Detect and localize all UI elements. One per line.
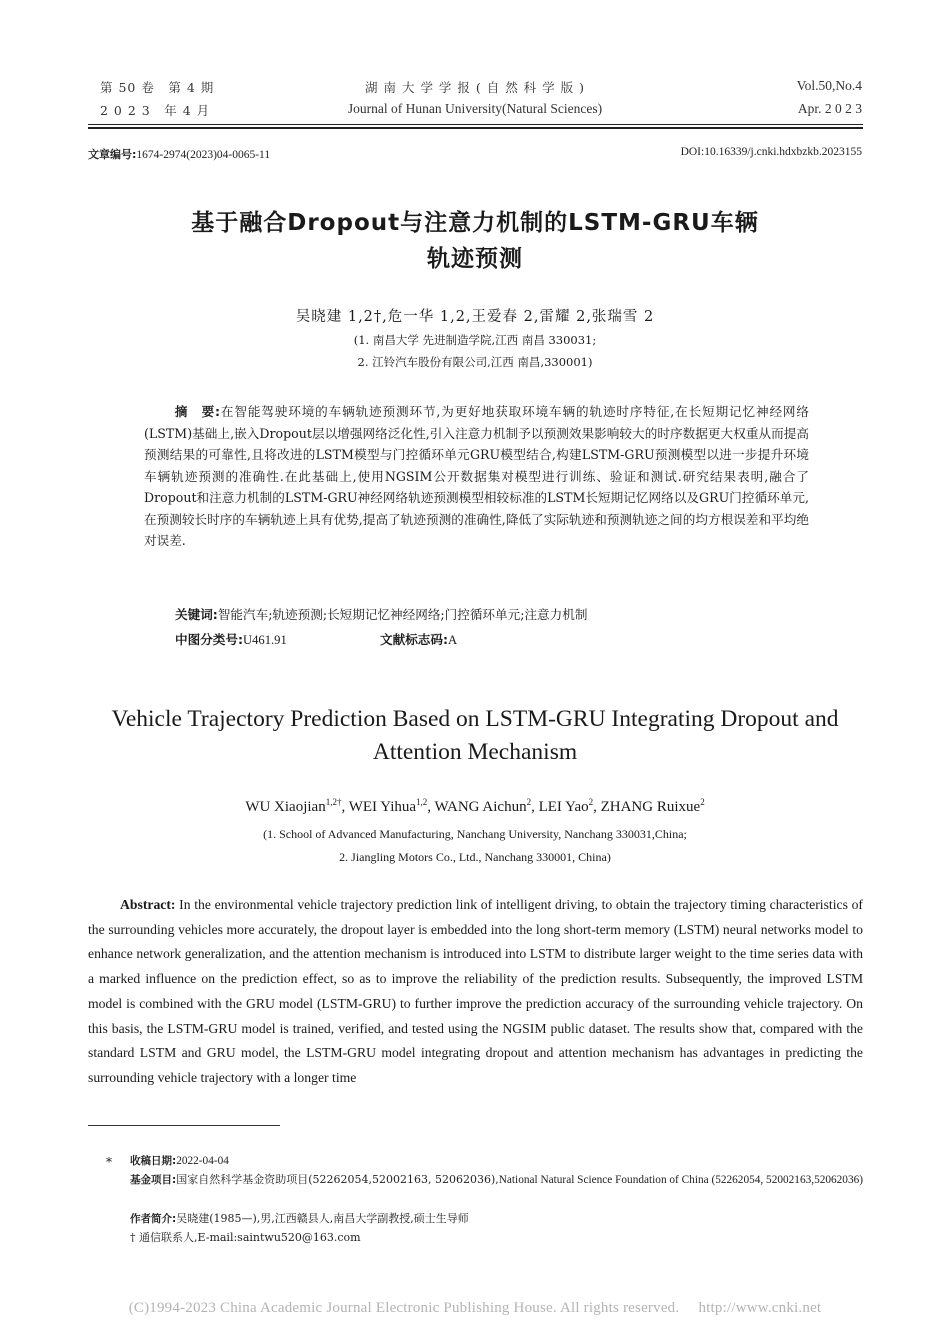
title-en-line2: Attention Mechanism <box>372 739 578 765</box>
author-en: WANG Aichun$^2$, <box>434 797 539 815</box>
article-number: 文章编号:1674-2974(2023)04-0065-11 <box>88 148 271 161</box>
authors-en <box>0 797 950 816</box>
footnote-contact: † 通信联系人,E-mail:saintwu520@163.com <box>130 1231 361 1244</box>
footnote-fund: 基金项目:国家自然科学基金资助项目(52262054,52002163, 52062036),National Natural Science Foundation of China (52262054, 52002163,52062036) <box>130 1173 864 1186</box>
footnote-rule <box>88 1125 280 1126</box>
copyright-footer: (C)1994-2023 China Academic Journal Electronic Publishing House. All rights reserved. http://www.cnki.net <box>128 1300 822 1316</box>
header-volume-cn: 第 50 卷 第 4 期 <box>100 80 215 95</box>
title-en-line1: Vehicle Trajectory Prediction Based on LSTM-GRU Integrating Dropout and <box>111 706 839 732</box>
header-rule-thin <box>88 124 863 125</box>
footnote-received: 收稿日期:2022-04-04 <box>130 1155 229 1167</box>
author-en: LEI Yao$^2$, <box>538 797 601 815</box>
keywords-cn: 关键词:智能汽车;轨迹预测;长短期记忆神经网络;门控循环单元;注意力机制 <box>175 607 588 622</box>
clc-number: 中图分类号:U461.91 <box>175 632 287 647</box>
author-en: WU Xiaojian$^{1,2\dagger}$, <box>245 797 349 815</box>
abstract-cn <box>144 401 809 552</box>
footnote-author: 作者简介:吴晓建(1985—),男,江西赣县人,南昌大学副教授,硕士生导师 <box>130 1212 469 1225</box>
title-cn-line2: 轨迹预测 <box>427 246 523 272</box>
footnote-star: * <box>106 1155 112 1169</box>
author-en: ZHANG Ruixue$^2$ <box>600 797 705 815</box>
header-date-cn: 2 0 2 3 年 4 月 <box>100 103 211 118</box>
affiliation-en-1: (1. School of Advanced Manufacturing, Nanchang University, Nanchang 330031,China; <box>263 827 687 841</box>
affiliation-en-2: 2. Jiangling Motors Co., Ltd., Nanchang 330001, China) <box>339 850 611 864</box>
header-journal-cn: 湖 南 大 学 学 报 ( 自 然 科 学 版 ) <box>365 80 585 95</box>
abstract-en-text: In the environmental vehicle trajectory prediction link of intelligent driving, to obtain the trajectory timing characteristics of the surrounding vehicles more accurately, the dropout layer is embedded into the long short-term memory (LSTM) neural networks model to enhance network generalization, and the attention mechanism is introduced into LSTM to distribute larger weight to the time series data with a marked influence on the prediction effect, so as to improve the reliability of the prediction results. Subsequently, the improved LSTM model is combined with the GRU model (LSTM-GRU) to further improve the prediction accuracy of the surrounding vehicle trajectory. On this basis, the LSTM-GRU model is trained, verified, and tested using the NGSIM public dataset. The results show that, compared with the standard LSTM and GRU model, the LSTM-GRU model integrating dropout and attention mechanism has advantages in predicting the surrounding vehicle trajectory with a longer time <box>88 897 863 1085</box>
document-code: 文献标志码:A <box>380 632 458 647</box>
header-journal-en: Journal of Hunan University(Natural Sciences) <box>347 101 603 116</box>
header-date-en: Apr. 2 0 2 3 <box>797 101 862 116</box>
affiliation-cn-1: (1. 南昌大学 先进制造学院,江西 南昌 330031; <box>353 333 597 347</box>
abstract-en-label: Abstract: <box>120 897 176 912</box>
abstract-en <box>88 893 863 1091</box>
author-en: WEI Yihua$^{1,2}$, <box>348 797 435 815</box>
header-volume-en: Vol.50,No.4 <box>796 78 862 93</box>
abstract-cn-label: 摘 要: <box>174 404 221 419</box>
abstract-cn-text: 在智能驾驶环境的车辆轨迹预测环节,为更好地获取环境车辆的轨迹时序特征,在长短期记忆神经网络(LSTM)基础上,嵌入Dropout层以增强网络泛化性,引入注意力机制予以预测效果影响较大的时序数据更大权重从而提高预测结果的可靠性,且将改进的LSTM模型与门控循环单元GRU模型结合,构建LSTM-GRU预测模型以进一步提升环境车辆轨迹预测的准确性.在此基础上,使用NGSIM公开数据集对模型进行训练、验证和测试.研究结果表明,融合了Dropout和注意力机制的LSTM-GRU神经网络轨迹预测模型相较标准的LSTM长短期记忆网络以及GRU门控循环单元,在预测较长时序的车辆轨迹上具有优势,提高了轨迹预测的准确性,降低了实际轨迹和预测轨迹之间的均方根误差和平均绝对误差. <box>144 404 809 548</box>
authors-cn: 吴晓建 1,2†,危一华 1,2,王爱春 2,雷耀 2,张瑞雪 2 <box>295 309 655 325</box>
affiliation-cn-2: 2. 江铃汽车股份有限公司,江西 南昌,330001) <box>357 355 593 369</box>
header-rule-thick <box>88 127 863 129</box>
doi: DOI:10.16339/j.cnki.hdxbzkb.2023155 <box>680 146 862 158</box>
title-cn-line1: 基于融合Dropout与注意力机制的LSTM-GRU车辆 <box>191 210 759 236</box>
